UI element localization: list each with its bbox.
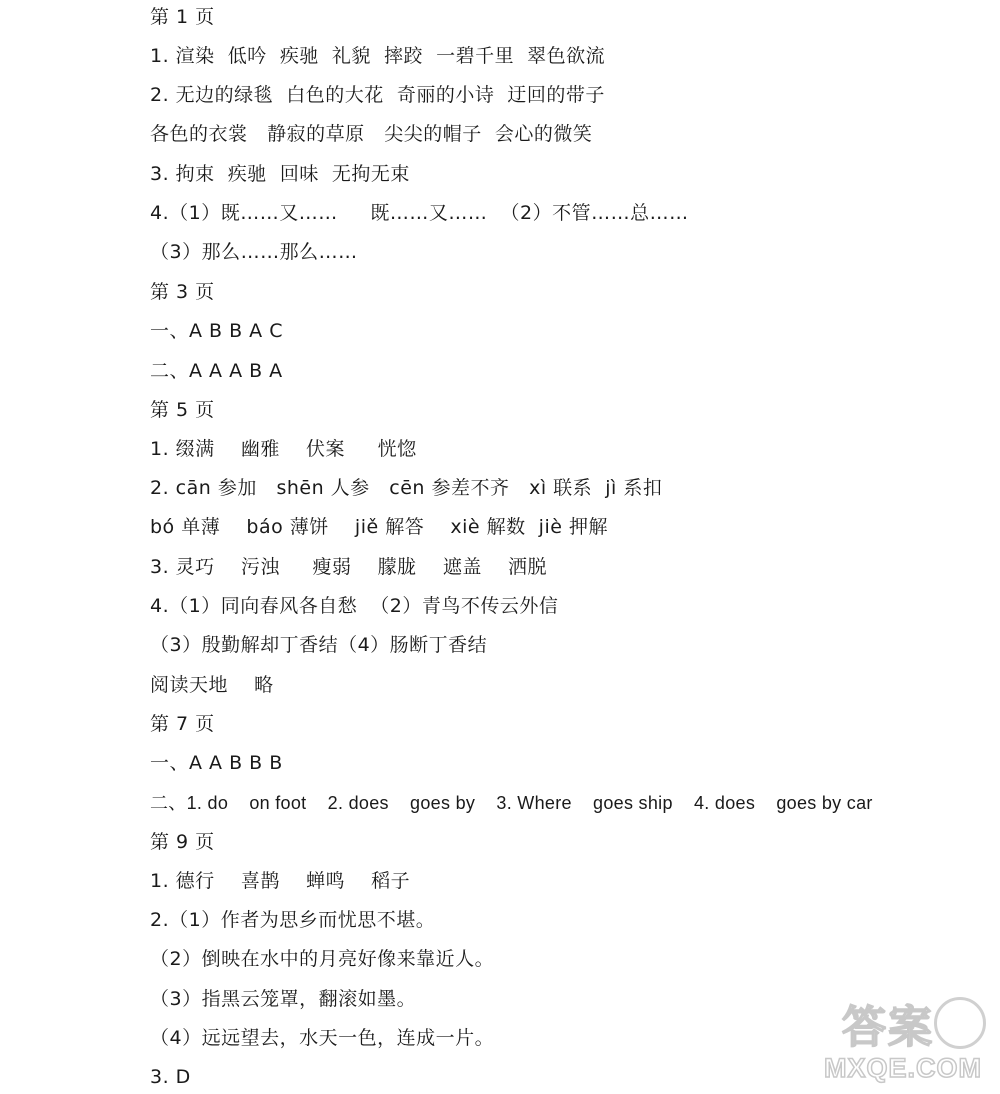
answer-line: （4）远远望去，水天一色，连成一片。 [150, 1027, 495, 1049]
answer-line: 一、A A B B B [150, 752, 283, 774]
answer-line: 3. 灵巧 污浊 瘦弱 朦胧 遮盖 洒脱 [150, 556, 547, 578]
answer-line: 1. 渲染 低吟 疾驰 礼貌 摔跤 一碧千里 翠色欲流 [150, 45, 606, 67]
watermark-top-text: 答案 [842, 1002, 934, 1053]
answer-line: 一、A B B A C [150, 320, 283, 342]
answer-line: 1. 德行 喜鹊 蝉鸣 稻子 [150, 870, 411, 892]
watermark-domain-text: MXQE.COM [823, 1053, 982, 1083]
watermark-seal-icon [934, 997, 986, 1049]
answer-line: （3）指黑云笼罩，翻滚如墨。 [150, 988, 417, 1010]
page-heading-1: 第 1 页 [150, 6, 215, 28]
page-heading-5: 第 5 页 [150, 399, 215, 421]
answer-line: （2）倒映在水中的月亮好像来靠近人。 [150, 948, 495, 970]
answer-line: 2. cān 参加 shēn 人参 cēn 参差不齐 xì 联系 jì 系扣 [150, 477, 663, 499]
answer-line: （3）殷勤解却丁香结（4）肠断丁香结 [150, 634, 488, 656]
answer-line: 阅读天地 略 [150, 674, 274, 696]
answer-line: （3）那么……那么…… [150, 241, 358, 263]
answer-line: bó 单薄 báo 薄饼 jiě 解答 xiè 解数 jiè 押解 [150, 516, 608, 538]
answer-line: 二、A A A B A [150, 360, 283, 382]
answer-line: 3. D [150, 1066, 191, 1088]
answer-line: 3. 拘束 疾驰 回味 无拘无束 [150, 163, 410, 185]
site-watermark [813, 991, 988, 1086]
answer-line: 2. 无边的绿毯 白色的大花 奇丽的小诗 迂回的带子 [150, 84, 605, 106]
answer-line: 1. 缀满 幽雅 伏案 恍惚 [150, 438, 417, 460]
page-heading-3: 第 3 页 [150, 281, 215, 303]
answer-line-english: 二、1. do on foot 2. does goes by 3. Where goes ship 4. does goes by car [150, 793, 873, 813]
answer-line: 各色的衣裳 静寂的草原 尖尖的帽子 会心的微笑 [150, 123, 593, 145]
page-heading-7: 第 7 页 [150, 713, 215, 735]
page-heading-9: 第 9 页 [150, 831, 215, 853]
answer-line: 4.（1）同向春风各自愁 （2）青鸟不传云外信 [150, 595, 559, 617]
answer-line: 2.（1）作者为思乡而忧思不堪。 [150, 909, 436, 931]
answer-line: 4.（1）既……又…… 既……又…… （2）不管……总…… [150, 202, 689, 224]
